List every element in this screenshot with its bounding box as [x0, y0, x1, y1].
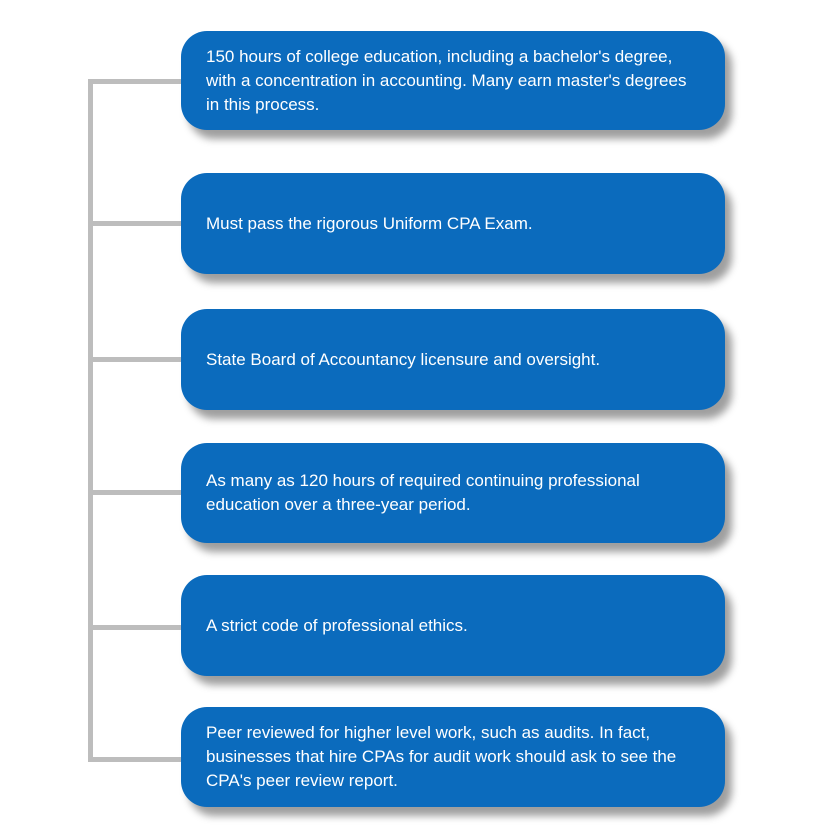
requirement-card-3 [181, 309, 725, 410]
connector-branch-3 [88, 357, 184, 362]
requirement-card-6 [181, 707, 725, 807]
requirement-text: Peer reviewed for higher level work, such as audits. In fact, businesses that hire CPAs for audit work should ask to see the CPA's peer review report. [206, 723, 677, 790]
requirement-card-4 [181, 443, 725, 543]
connector-branch-5 [88, 625, 184, 630]
connector-spine [88, 79, 93, 759]
connector-branch-2 [88, 221, 184, 226]
requirement-card-1 [181, 31, 725, 130]
connector-branch-4 [88, 490, 184, 495]
requirement-card-2 [181, 173, 725, 274]
connector-branch-6 [88, 757, 184, 762]
requirement-text: Must pass the rigorous Uniform CPA Exam. [206, 213, 533, 233]
requirement-text: 150 hours of college education, including a bachelor's degree, with a concentration in accounting. Many earn master's degrees in this process. [206, 46, 687, 114]
requirement-text: State Board of Accountancy licensure and oversight. [206, 349, 601, 369]
requirement-text: As many as 120 hours of required continuing professional education over a three-year period. [206, 471, 640, 514]
connector-branch-1 [88, 79, 184, 84]
requirement-text: A strict code of professional ethics. [206, 615, 468, 635]
requirement-card-5 [181, 575, 725, 676]
